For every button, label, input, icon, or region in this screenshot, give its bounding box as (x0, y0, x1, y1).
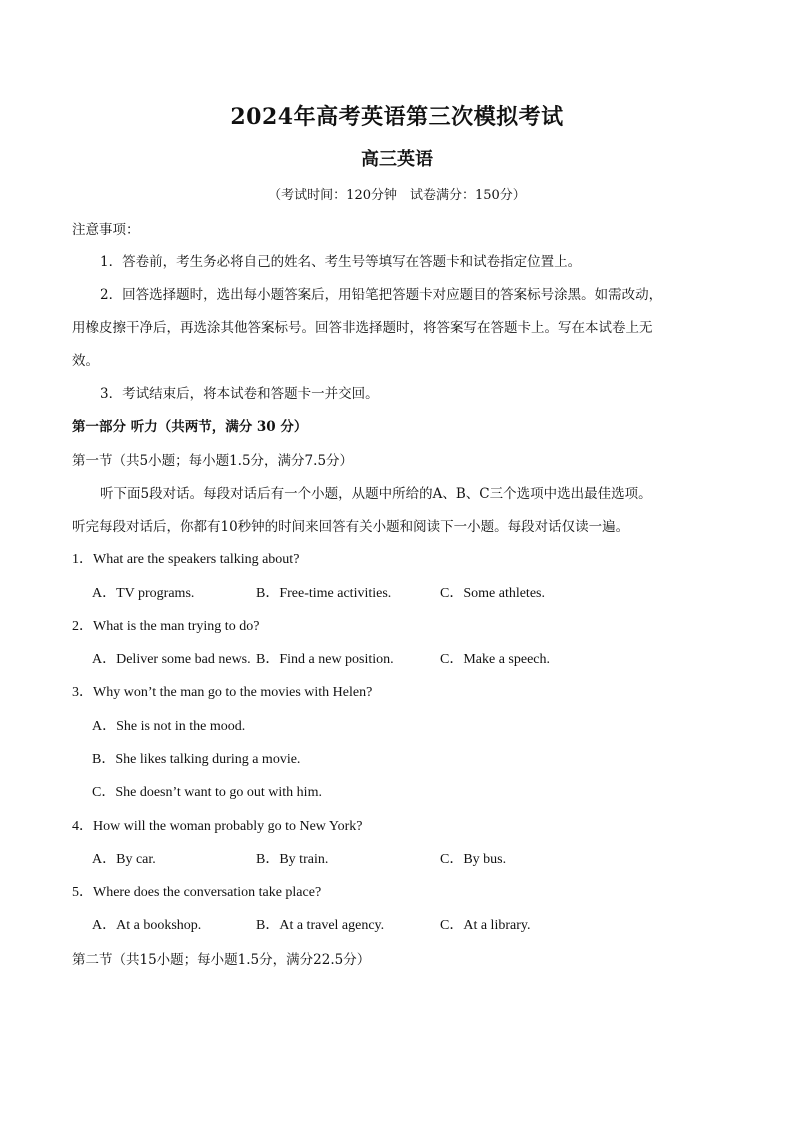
instructions-line-1: 听下面5段对话。每段对话后有一个小题，从题中所给的A、B、C三个选项中选出最佳选项。 (100, 486, 652, 502)
page-subtitle: 高三英语 (361, 149, 433, 170)
note-item-2-line-3: 效。 (72, 353, 99, 369)
question-1-stem: 1．What are the speakers talking about? (72, 552, 300, 567)
question-4-option-b: B．By train. (256, 852, 329, 867)
notes-heading: 注意事项： (72, 222, 140, 238)
note-item-2-line-2: 用橡皮擦干净后，再选涂其他答案标号。回答非选择题时，将答案写在答题卡上。写在本试卷上无 (72, 320, 653, 336)
question-2-option-a: A．Deliver some bad news. (92, 652, 251, 667)
question-1-option-c: C．Some athletes. (440, 586, 545, 601)
question-5-option-b: B．At a travel agency. (256, 918, 385, 933)
question-3-option-b: B．She likes talking during a movie. (92, 752, 301, 767)
part1-heading: 第一部分 听力（共两节，满分 30 分） (72, 419, 308, 435)
question-4-option-c: C．By bus. (440, 852, 507, 867)
question-5-stem: 5．Where does the conversation take place? (72, 885, 322, 900)
question-4-option-a: A．By car. (92, 852, 156, 867)
question-3-stem: 3．Why won’t the man go to the movies with Helen? (72, 685, 373, 700)
question-2-option-c: C．Make a speech. (440, 652, 551, 667)
exam-info: （考试时间：120分钟 试卷满分：150分） (268, 188, 526, 203)
question-1-option-b: B．Free-time activities. (256, 586, 392, 601)
question-1-option-a: A．TV programs. (92, 586, 195, 601)
note-item-1: 1．答卷前，考生务必将自己的姓名、考生号等填写在答题卡和试卷指定位置上。 (100, 254, 582, 270)
note-item-2-line-1: 2．回答选择题时，选出每小题答案后，用铅笔把答题卡对应题目的答案标号涂黑。如需改动， (100, 287, 663, 303)
question-2-option-b: B．Find a new position. (256, 652, 394, 667)
question-4-stem: 4．How will the woman probably go to New York? (72, 819, 363, 834)
instructions-line-2: 听完每段对话后，你都有10秒钟的时间来回答有关小题和阅读下一小题。每段对话仅读一遍。 (72, 519, 630, 535)
page-title: 2024年高考英语第三次模拟考试 (230, 104, 564, 130)
question-5-option-c: C．At a library. (440, 918, 531, 933)
question-2-stem: 2．What is the man trying to do? (72, 619, 260, 634)
question-5-option-a: A．At a bookshop. (92, 918, 202, 933)
question-3-option-c: C．She doesn’t want to go out with him. (92, 785, 322, 800)
note-item-3: 3．考试结束后，将本试卷和答题卡一并交回。 (100, 386, 379, 402)
question-3-option-a: A．She is not in the mood. (92, 719, 246, 734)
section2-heading: 第二节（共15小题；每小题1.5分，满分22.5分） (72, 952, 371, 968)
section1-heading: 第一节（共5小题；每小题1.5分，满分7.5分） (72, 453, 354, 469)
